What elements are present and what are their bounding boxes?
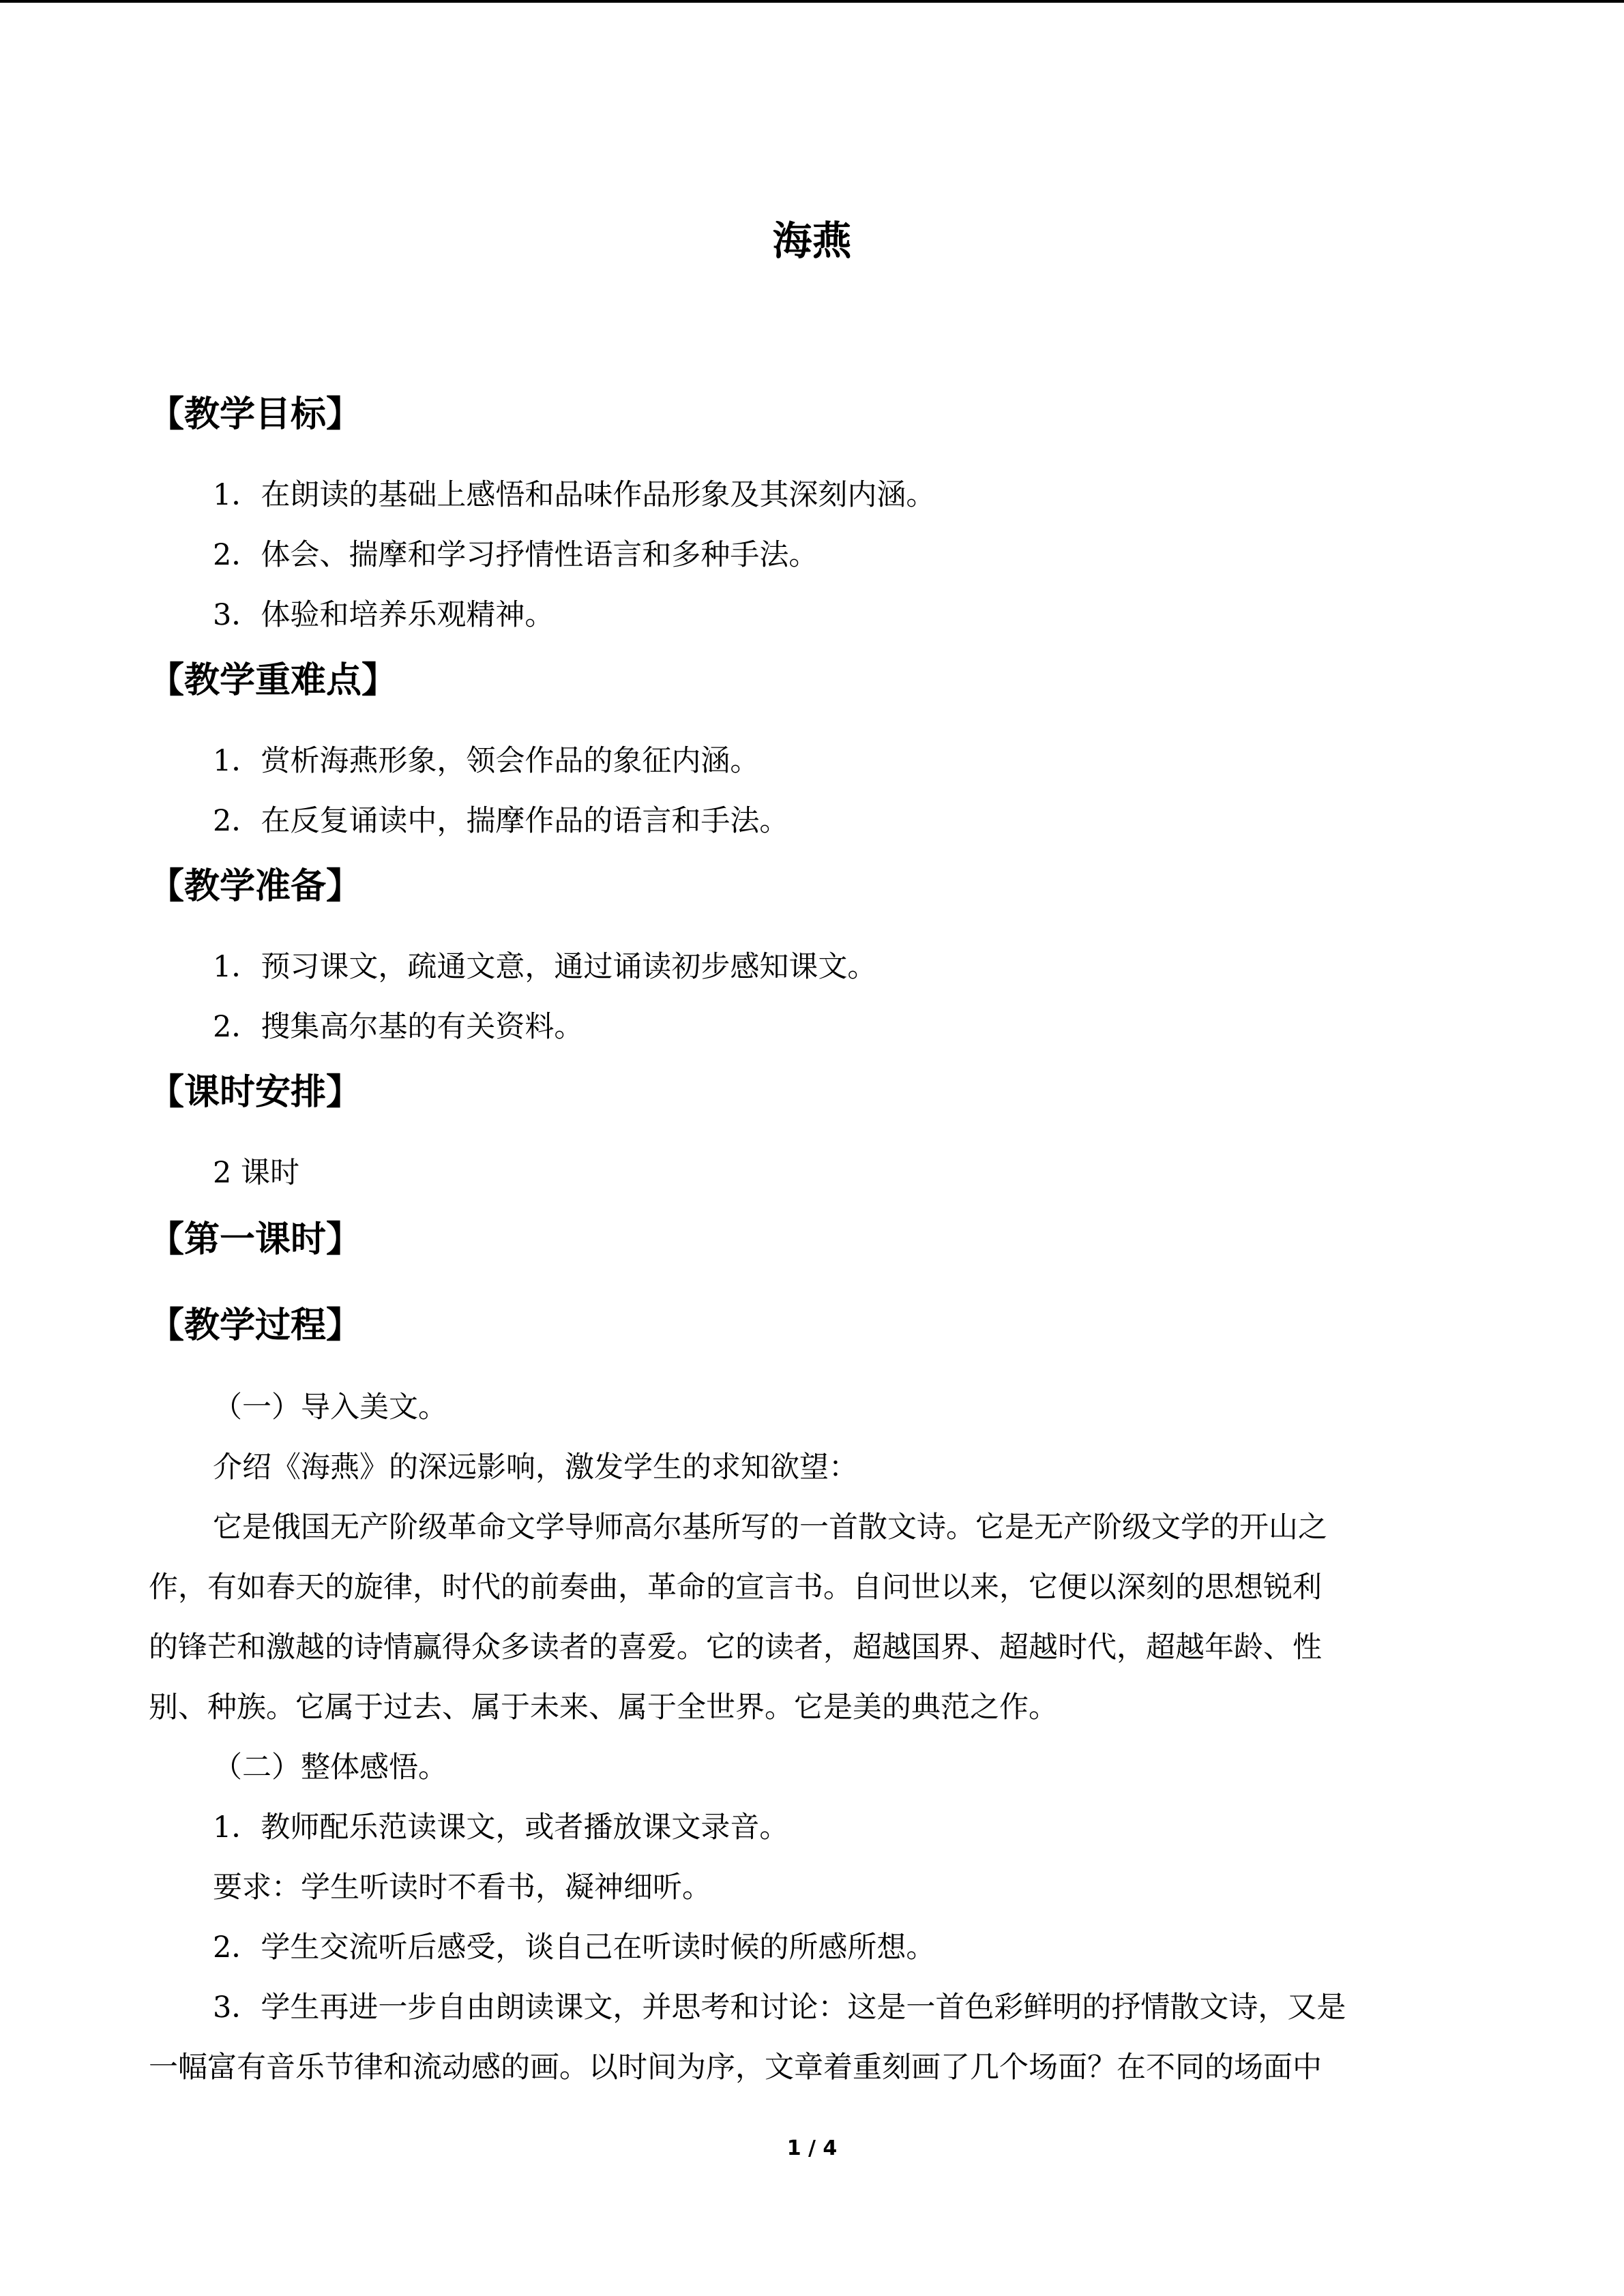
process-line: 介绍《海燕》的深远影响，激发学生的求知欲望： xyxy=(213,1450,858,1485)
heading-objectives: 【教学目标】 xyxy=(149,394,362,435)
objective-item: 1．在朗读的基础上感悟和品味作品形象及其深刻内涵。 xyxy=(213,478,936,512)
process-line: 2．学生交流听后感受，谈自己在听读时候的所感所想。 xyxy=(213,1930,936,1965)
preparation-item: 1．预习课文，疏通文意，通过诵读初步感知课文。 xyxy=(213,950,877,984)
heading-process: 【教学过程】 xyxy=(149,1305,362,1346)
process-line: （一）导入美文。 xyxy=(213,1390,447,1425)
process-line: 要求：学生听读时不看书，凝神细听。 xyxy=(213,1870,711,1905)
process-line: 别、种族。它属于过去、属于未来、属于全世界。它是美的典范之作。 xyxy=(149,1690,1058,1725)
heading-preparation: 【教学准备】 xyxy=(149,866,362,907)
objective-item: 3．体验和培养乐观精神。 xyxy=(213,598,555,632)
top-border-line xyxy=(0,0,1624,3)
process-line: 1．教师配乐范读课文，或者播放课文录音。 xyxy=(213,1810,789,1845)
document-title: 海燕 xyxy=(772,218,852,264)
process-line: 它是俄国无产阶级革命文学导师高尔基所写的一首散文诗。它是无产阶级文学的开山之 xyxy=(213,1510,1327,1545)
process-line: 的锋芒和激越的诗情赢得众多读者的喜爱。它的读者，超越国界、超越时代，超越年龄、性 xyxy=(149,1630,1322,1665)
heading-key-points: 【教学重难点】 xyxy=(149,660,398,701)
process-line: 一幅富有音乐节律和流动感的画。以时间为序，文章着重刻画了几个场面？在不同的场面中 xyxy=(149,2051,1322,2085)
heading-schedule: 【课时安排】 xyxy=(149,1072,362,1113)
process-line: （二）整体感悟。 xyxy=(213,1750,447,1785)
objective-item: 2．体会、揣摩和学习抒情性语言和多种手法。 xyxy=(213,538,818,572)
schedule-text: 2 课时 xyxy=(213,1156,300,1190)
preparation-item: 2．搜集高尔基的有关资料。 xyxy=(213,1010,584,1044)
key-point-item: 1．赏析海燕形象，领会作品的象征内涵。 xyxy=(213,744,760,778)
process-line: 3．学生再进一步自由朗读课文，并思考和讨论：这是一首色彩鲜明的抒情散文诗，又是 xyxy=(213,1991,1346,2025)
process-line: 作，有如春天的旋律，时代的前奏曲，革命的宣言书。自问世以来，它便以深刻的思想锐利 xyxy=(149,1570,1322,1605)
heading-lesson-one: 【第一课时】 xyxy=(149,1219,362,1260)
key-point-item: 2．在反复诵读中，揣摩作品的语言和手法。 xyxy=(213,804,789,838)
page-number: 1 / 4 xyxy=(786,2136,838,2160)
